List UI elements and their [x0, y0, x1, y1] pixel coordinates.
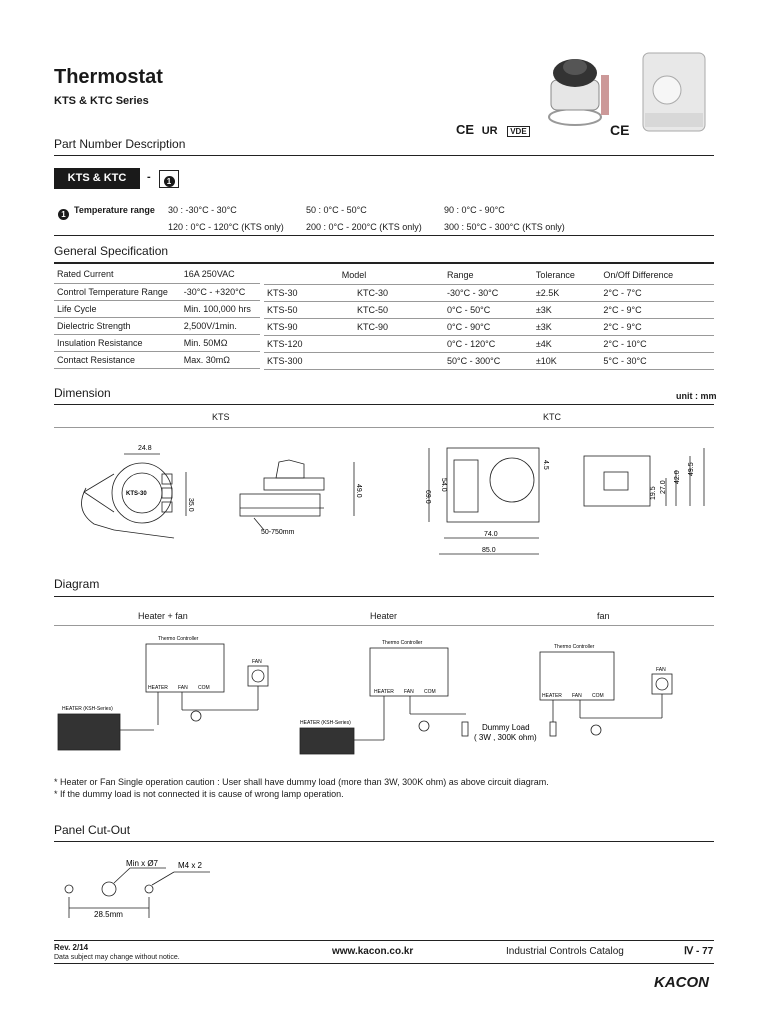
cell	[354, 335, 444, 352]
range-label: Temperature range	[74, 205, 155, 215]
cell: KTS-120	[264, 335, 354, 352]
table-header-row	[264, 266, 714, 284]
dim-label: 49.5	[688, 462, 695, 476]
dim-label: 27.0	[660, 480, 667, 494]
divider	[54, 427, 714, 428]
brand-logo: KACON	[654, 974, 709, 991]
fan-label: FAN	[252, 659, 262, 665]
kts-product-image	[549, 59, 609, 125]
divider	[54, 625, 714, 626]
col-onoff: On/Off Difference	[600, 266, 714, 284]
diagram-label: Heater + fan	[138, 611, 188, 621]
col-tolerance: Tolerance	[533, 266, 601, 284]
table-row	[54, 317, 260, 334]
terminal-label: HEATER	[148, 685, 168, 691]
terminal-label: FAN	[572, 693, 582, 699]
table-row	[54, 351, 260, 368]
wiring-diagrams	[54, 630, 714, 770]
cell: KTS-90	[264, 318, 354, 335]
code-number-icon: 1	[164, 176, 175, 187]
diagram-label: Heater	[370, 611, 398, 621]
dim-label: 69.0	[424, 490, 431, 504]
divider	[54, 262, 714, 264]
diagram-heater-fan	[58, 644, 268, 750]
spec-label: Insulation Resistance	[54, 334, 181, 351]
cell: ±4K	[533, 335, 601, 352]
dummy-load-label: Dummy Load	[482, 723, 530, 732]
spec-value: -30°C - +320°C	[181, 283, 260, 300]
terminal-label: COM	[198, 685, 210, 691]
range-item: 300 : 50°C - 300°C (KTS only)	[444, 222, 565, 232]
col-model: Model	[264, 266, 444, 284]
diagram-note: * Heater or Fan Single operation caution : User shall have dummy load (more than 3W, 300K ohm) as above circuit diagram.	[54, 777, 549, 787]
cell	[354, 352, 444, 369]
divider	[54, 235, 714, 236]
cell: 2°C - 7°C	[600, 284, 714, 301]
hole-label: Min x Ø7	[126, 859, 159, 868]
dim-label: 49.0	[355, 484, 362, 498]
ktc-front-drawing	[429, 448, 539, 554]
terminal-label: COM	[592, 693, 604, 699]
diagram-heater	[300, 648, 468, 754]
spec-label: Contact Resistance	[54, 351, 181, 368]
dim-label: 24.8	[138, 445, 152, 452]
spec-table-left	[54, 266, 260, 369]
cell: ±3K	[533, 301, 601, 318]
spec-label: Control Temperature Range	[54, 283, 181, 300]
terminal-label: FAN	[178, 685, 188, 691]
cell: ±3K	[533, 318, 601, 335]
dim-label: 35.0	[187, 498, 194, 512]
website-link[interactable]: www.kacon.co.kr	[332, 946, 414, 957]
spec-label: Rated Current	[54, 266, 181, 283]
dim-label: 19.5	[650, 486, 657, 500]
controller-label: Thermo Controller	[158, 636, 199, 642]
range-marker	[58, 204, 69, 222]
cell: 0°C - 90°C	[444, 318, 533, 335]
cell: 0°C - 50°C	[444, 301, 533, 318]
panel-heading: Panel Cut-Out	[54, 823, 131, 837]
divider	[54, 596, 714, 597]
terminal-label: COM	[424, 689, 436, 695]
ktc-label: KTC	[543, 412, 561, 422]
page-number: Ⅳ - 77	[684, 946, 714, 957]
ce-mark-icon: CE	[456, 122, 475, 137]
table-row	[54, 266, 260, 283]
spec-value: Max. 30mΩ	[181, 351, 260, 368]
catalog-label: Industrial Controls Catalog	[506, 946, 624, 957]
fan-label: FAN	[656, 667, 666, 673]
product-photos	[545, 45, 725, 145]
table-row	[264, 301, 714, 318]
cell: 0°C - 120°C	[444, 335, 533, 352]
range-item: 50 : 0°C - 50°C	[306, 205, 367, 215]
range-item: 200 : 0°C - 200°C (KTS only)	[306, 222, 422, 232]
part-number-heading: Part Number Description	[54, 137, 186, 151]
revision: Rev. 2/14	[54, 943, 89, 952]
table-row	[54, 283, 260, 300]
cell: KTS-50	[264, 301, 354, 318]
table-row	[54, 300, 260, 317]
divider	[54, 841, 714, 842]
spec-value: 2,500V/1min.	[181, 317, 260, 334]
terminal-label: FAN	[404, 689, 414, 695]
dim-label: 85.0	[482, 547, 496, 554]
cell: KTC-50	[354, 301, 444, 318]
cell: KTS-30	[264, 284, 354, 301]
cell: KTC-30	[354, 284, 444, 301]
divider	[54, 940, 714, 941]
cell: KTC-90	[354, 318, 444, 335]
disclaimer: Data subject may change without notice.	[54, 954, 180, 961]
page-subtitle: KTS & KTC Series	[54, 95, 149, 107]
ktc-product-image	[643, 53, 705, 131]
dimension-drawings	[54, 430, 714, 565]
divider	[54, 963, 714, 964]
dimension-heading: Dimension	[54, 386, 111, 400]
range-item: 30 : -30°C - 30°C	[168, 205, 237, 215]
terminal-label: HEATER	[374, 689, 394, 695]
kts-label: KTS	[212, 412, 230, 422]
table-row	[264, 335, 714, 352]
cell: ±2.5K	[533, 284, 601, 301]
general-spec-heading: General Specification	[54, 244, 169, 258]
cell: 2°C - 10°C	[600, 335, 714, 352]
vde-mark-icon: VDE	[507, 126, 529, 137]
spec-table-right	[264, 266, 714, 370]
code-number-icon: 1	[58, 209, 69, 220]
heater-label: HEATER (KSH-Series)	[62, 706, 113, 712]
divider	[54, 155, 714, 156]
table-row	[54, 334, 260, 351]
cell: ±10K	[533, 352, 601, 369]
dim-label: 42.0	[674, 470, 681, 484]
diagram-note: * If the dummy load is not connected it is cause of wrong lamp operation.	[54, 789, 344, 799]
cell: KTS-300	[264, 352, 354, 369]
spec-value: Min. 100,000 hrs	[181, 300, 260, 317]
panel-cutout-drawing	[54, 852, 254, 922]
dim-label: 4.5	[542, 460, 549, 470]
cert-marks	[456, 122, 530, 137]
col-range: Range	[444, 266, 533, 284]
divider	[54, 404, 714, 405]
spacing-label: 28.5mm	[94, 910, 123, 919]
ktc-side-drawing	[584, 448, 704, 506]
code-box	[159, 170, 179, 188]
cell: -30°C - 30°C	[444, 284, 533, 301]
knob-label: KTS-30	[126, 491, 147, 497]
controller-label: Thermo Controller	[554, 644, 595, 650]
dim-label: 74.0	[484, 531, 498, 538]
screw-label: M4 x 2	[178, 861, 203, 870]
cell: 50°C - 300°C	[444, 352, 533, 369]
ce-mark-icon: CE	[610, 122, 630, 138]
spec-label: Dielectric Strength	[54, 317, 181, 334]
range-item: 120 : 0°C - 120°C (KTS only)	[168, 222, 284, 232]
diagram-heading: Diagram	[54, 577, 100, 591]
dummy-load-spec: ( 3W , 300K ohm)	[474, 733, 537, 742]
page-title: Thermostat	[54, 66, 163, 88]
spec-label: Life Cycle	[54, 300, 181, 317]
cell: 2°C - 9°C	[600, 318, 714, 335]
table-row	[264, 318, 714, 335]
kts-side-drawing	[240, 460, 354, 530]
cell: 2°C - 9°C	[600, 301, 714, 318]
spec-value: Min. 50MΩ	[181, 334, 260, 351]
heater-label: HEATER (KSH-Series)	[300, 720, 351, 726]
cell: 5°C - 30°C	[600, 352, 714, 369]
dim-label: 50-750mm	[261, 529, 295, 536]
range-item: 90 : 0°C - 90°C	[444, 205, 505, 215]
dim-label: 54.0	[440, 478, 447, 492]
model-badge: KTS & KTC	[54, 168, 140, 189]
terminal-label: HEATER	[542, 693, 562, 699]
table-row	[264, 352, 714, 369]
dash: -	[147, 171, 151, 183]
diagram-label: fan	[597, 611, 610, 621]
spec-value: 16A 250VAC	[181, 266, 260, 283]
ur-mark-icon: UR	[481, 125, 498, 137]
unit-label: unit : mm	[676, 391, 717, 401]
controller-label: Thermo Controller	[382, 640, 423, 646]
table-row	[264, 284, 714, 301]
